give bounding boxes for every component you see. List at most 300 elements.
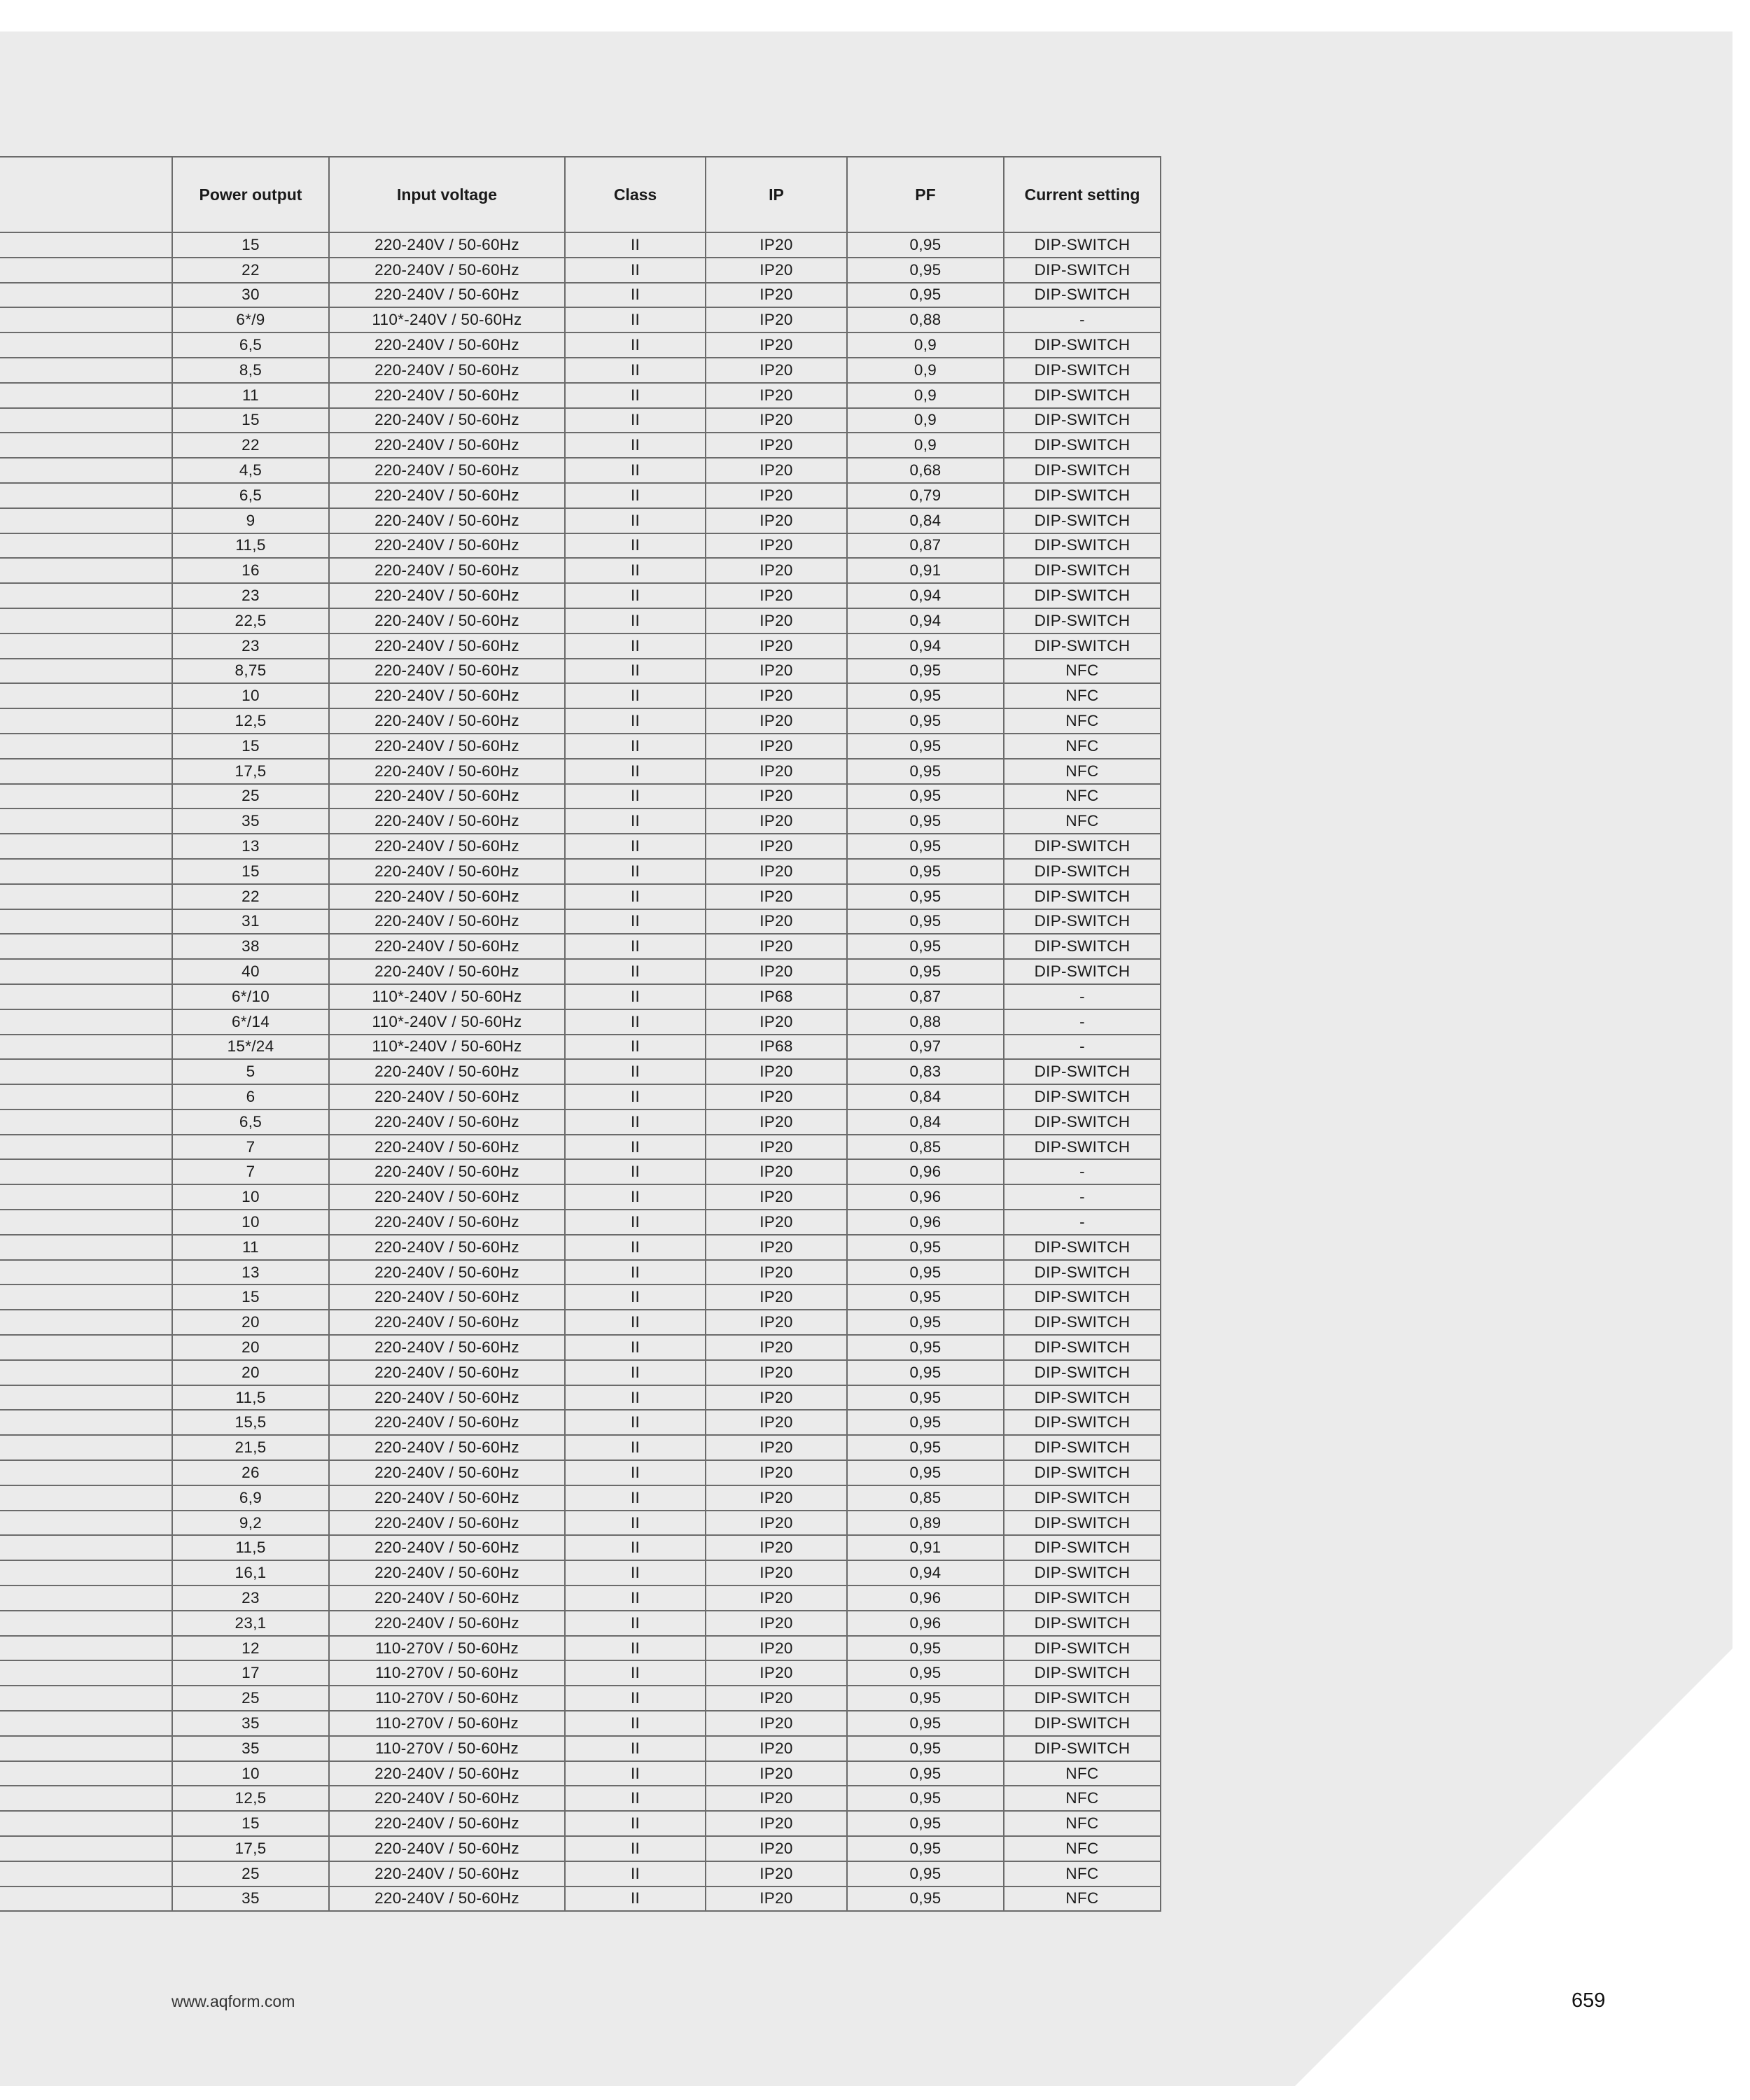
current-setting-cell: DIP-SWITCH (1004, 859, 1161, 884)
power-output-cell: 15 (172, 859, 329, 884)
current-setting-cell: DIP-SWITCH (1004, 1460, 1161, 1485)
current-setting-cell: NFC (1004, 1886, 1161, 1912)
product-name-cell (0, 1660, 172, 1686)
pf-cell: 0,9 (847, 408, 1004, 433)
product-name-cell (0, 433, 172, 458)
class-cell: II (565, 307, 706, 332)
input-voltage-cell: 110-270V / 50-60Hz (329, 1736, 565, 1761)
pf-cell: 0,95 (847, 1886, 1004, 1912)
table-row (0, 1435, 1161, 1460)
ip-cell: IP20 (706, 859, 847, 884)
current-setting-cell: DIP-SWITCH (1004, 583, 1161, 608)
ip-cell: IP20 (706, 909, 847, 934)
pf-cell: 0,87 (847, 984, 1004, 1009)
pf-cell: 0,95 (847, 734, 1004, 759)
table-body (0, 232, 1161, 1911)
pf-cell: 0,95 (847, 1385, 1004, 1410)
current-setting-cell: DIP-SWITCH (1004, 283, 1161, 308)
class-cell: II (565, 909, 706, 934)
power-output-cell: 22 (172, 884, 329, 909)
class-cell: II (565, 659, 706, 684)
table-row (0, 283, 1161, 308)
current-setting-cell: DIP-SWITCH (1004, 959, 1161, 984)
current-setting-cell: DIP-SWITCH (1004, 358, 1161, 383)
ip-cell: IP20 (706, 332, 847, 358)
class-cell: II (565, 283, 706, 308)
class-cell: II (565, 1836, 706, 1861)
class-cell: II (565, 683, 706, 708)
power-output-cell: 35 (172, 1736, 329, 1761)
input-voltage-cell: 110-270V / 50-60Hz (329, 1686, 565, 1711)
current-setting-cell: DIP-SWITCH (1004, 508, 1161, 533)
input-voltage-cell: 110*-240V / 50-60Hz (329, 307, 565, 332)
current-setting-cell: DIP-SWITCH (1004, 332, 1161, 358)
ip-cell: IP20 (706, 1836, 847, 1861)
table-row (0, 1836, 1161, 1861)
ip-cell: IP68 (706, 1035, 847, 1060)
input-voltage-cell: 220-240V / 50-60Hz (329, 258, 565, 283)
ip-cell: IP20 (706, 533, 847, 559)
current-setting-cell: DIP-SWITCH (1004, 232, 1161, 258)
table-row (0, 1886, 1161, 1912)
pf-cell: 0,95 (847, 1260, 1004, 1285)
pf-cell: 0,95 (847, 1310, 1004, 1335)
pf-cell: 0,9 (847, 332, 1004, 358)
pf-cell: 0,91 (847, 1535, 1004, 1560)
class-cell: II (565, 1786, 706, 1811)
class-cell: II (565, 1260, 706, 1285)
pf-cell: 0,95 (847, 1686, 1004, 1711)
product-name-cell (0, 558, 172, 583)
current-setting-cell: DIP-SWITCH (1004, 1235, 1161, 1260)
input-voltage-cell: 110-270V / 50-60Hz (329, 1660, 565, 1686)
pf-cell: 0,79 (847, 483, 1004, 508)
table-row (0, 1660, 1161, 1686)
power-output-cell: 35 (172, 1711, 329, 1736)
table-row (0, 934, 1161, 959)
pf-cell: 0,95 (847, 1460, 1004, 1485)
product-name-cell (0, 1284, 172, 1310)
ip-cell: IP20 (706, 1059, 847, 1084)
product-name-cell (0, 1786, 172, 1811)
product-name-cell (0, 1761, 172, 1786)
ip-cell: IP20 (706, 1535, 847, 1560)
pf-cell: 0,95 (847, 1335, 1004, 1360)
ip-cell: IP20 (706, 1184, 847, 1210)
current-setting-cell: DIP-SWITCH (1004, 483, 1161, 508)
table-row (0, 1611, 1161, 1636)
current-setting-cell: - (1004, 984, 1161, 1009)
table-row (0, 1385, 1161, 1410)
power-output-cell: 6,5 (172, 332, 329, 358)
ip-cell: IP20 (706, 1360, 847, 1385)
input-voltage-cell: 220-240V / 50-60Hz (329, 1410, 565, 1435)
ip-cell: IP20 (706, 383, 847, 408)
pf-cell: 0,88 (847, 1009, 1004, 1035)
class-cell: II (565, 1535, 706, 1560)
class-cell: II (565, 1059, 706, 1084)
product-name-cell (0, 1385, 172, 1410)
class-cell: II (565, 734, 706, 759)
product-name-cell (0, 759, 172, 784)
ip-cell: IP20 (706, 934, 847, 959)
current-setting-cell: DIP-SWITCH (1004, 383, 1161, 408)
power-output-cell: 11 (172, 383, 329, 408)
product-name-cell (0, 408, 172, 433)
input-voltage-cell: 220-240V / 50-60Hz (329, 583, 565, 608)
power-output-cell: 17 (172, 1660, 329, 1686)
class-cell: II (565, 232, 706, 258)
ip-cell: IP20 (706, 458, 847, 483)
current-setting-cell: DIP-SWITCH (1004, 1335, 1161, 1360)
pf-cell: 0,87 (847, 533, 1004, 559)
input-voltage-cell: 220-240V / 50-60Hz (329, 784, 565, 809)
product-name-cell (0, 1035, 172, 1060)
input-voltage-cell: 220-240V / 50-60Hz (329, 1385, 565, 1410)
table-row (0, 683, 1161, 708)
current-setting-cell: DIP-SWITCH (1004, 1084, 1161, 1110)
class-cell: II (565, 634, 706, 659)
power-output-cell: 9 (172, 508, 329, 533)
power-output-cell: 13 (172, 1260, 329, 1285)
power-output-cell: 15*/24 (172, 1035, 329, 1060)
power-output-cell: 22 (172, 433, 329, 458)
product-name-cell (0, 1861, 172, 1886)
class-cell: II (565, 1235, 706, 1260)
current-setting-cell: DIP-SWITCH (1004, 1560, 1161, 1586)
input-voltage-cell: 220-240V / 50-60Hz (329, 834, 565, 859)
ip-cell: IP20 (706, 634, 847, 659)
input-voltage-cell: 220-240V / 50-60Hz (329, 1611, 565, 1636)
input-voltage-cell: 220-240V / 50-60Hz (329, 1059, 565, 1084)
input-voltage-cell: 220-240V / 50-60Hz (329, 659, 565, 684)
product-name-cell (0, 1711, 172, 1736)
current-setting-cell: NFC (1004, 734, 1161, 759)
product-name-cell (0, 1184, 172, 1210)
product-name-cell (0, 934, 172, 959)
ip-cell: IP20 (706, 307, 847, 332)
input-voltage-cell: 220-240V / 50-60Hz (329, 1360, 565, 1385)
header-current-setting: Current setting (1004, 157, 1161, 232)
ip-cell: IP20 (706, 1335, 847, 1360)
product-name-cell (0, 583, 172, 608)
ip-cell: IP20 (706, 834, 847, 859)
table-row (0, 1410, 1161, 1435)
class-cell: II (565, 959, 706, 984)
ip-cell: IP20 (706, 1210, 847, 1235)
pf-cell: 0,97 (847, 1035, 1004, 1060)
input-voltage-cell: 220-240V / 50-60Hz (329, 483, 565, 508)
power-output-cell: 4,5 (172, 458, 329, 483)
ip-cell: IP20 (706, 483, 847, 508)
class-cell: II (565, 1110, 706, 1135)
ip-cell: IP20 (706, 558, 847, 583)
table-row (0, 984, 1161, 1009)
pf-cell: 0,95 (847, 1410, 1004, 1435)
pf-cell: 0,95 (847, 1736, 1004, 1761)
product-name-cell (0, 533, 172, 559)
pf-cell: 0,95 (847, 1761, 1004, 1786)
table-row (0, 1686, 1161, 1711)
pf-cell: 0,84 (847, 1110, 1004, 1135)
product-name-cell (0, 834, 172, 859)
table-row (0, 1736, 1161, 1761)
current-setting-cell: DIP-SWITCH (1004, 1135, 1161, 1160)
power-output-cell: 6*/10 (172, 984, 329, 1009)
ip-cell: IP20 (706, 283, 847, 308)
class-cell: II (565, 1084, 706, 1110)
ip-cell: IP20 (706, 1711, 847, 1736)
input-voltage-cell: 220-240V / 50-60Hz (329, 1084, 565, 1110)
input-voltage-cell: 220-240V / 50-60Hz (329, 909, 565, 934)
class-cell: II (565, 1560, 706, 1586)
ip-cell: IP20 (706, 1385, 847, 1410)
input-voltage-cell: 220-240V / 50-60Hz (329, 1235, 565, 1260)
ip-cell: IP20 (706, 583, 847, 608)
header-name (0, 157, 172, 232)
pf-cell: 0,95 (847, 258, 1004, 283)
current-setting-cell: DIP-SWITCH (1004, 408, 1161, 433)
pf-cell: 0,95 (847, 232, 1004, 258)
input-voltage-cell: 220-240V / 50-60Hz (329, 708, 565, 734)
ip-cell: IP20 (706, 1586, 847, 1611)
product-name-cell (0, 1535, 172, 1560)
ip-cell: IP20 (706, 1861, 847, 1886)
input-voltage-cell: 220-240V / 50-60Hz (329, 1135, 565, 1160)
ip-cell: IP20 (706, 1110, 847, 1135)
product-name-cell (0, 608, 172, 634)
current-setting-cell: DIP-SWITCH (1004, 1736, 1161, 1761)
class-cell: II (565, 408, 706, 433)
power-output-cell: 15 (172, 232, 329, 258)
class-cell: II (565, 1485, 706, 1511)
pf-cell: 0,95 (847, 1435, 1004, 1460)
product-name-cell (0, 1310, 172, 1335)
power-output-cell: 17,5 (172, 1836, 329, 1861)
class-cell: II (565, 533, 706, 559)
pf-cell: 0,95 (847, 659, 1004, 684)
current-setting-cell: NFC (1004, 808, 1161, 834)
input-voltage-cell: 220-240V / 50-60Hz (329, 1110, 565, 1135)
current-setting-cell: NFC (1004, 784, 1161, 809)
current-setting-cell: NFC (1004, 1861, 1161, 1886)
pf-cell: 0,95 (847, 784, 1004, 809)
table-row (0, 1586, 1161, 1611)
input-voltage-cell: 220-240V / 50-60Hz (329, 458, 565, 483)
power-output-cell: 7 (172, 1159, 329, 1184)
product-name-cell (0, 884, 172, 909)
pf-cell: 0,88 (847, 307, 1004, 332)
input-voltage-cell: 110-270V / 50-60Hz (329, 1711, 565, 1736)
ip-cell: IP20 (706, 1435, 847, 1460)
input-voltage-cell: 220-240V / 50-60Hz (329, 1210, 565, 1235)
class-cell: II (565, 1184, 706, 1210)
class-cell: II (565, 1435, 706, 1460)
class-cell: II (565, 1385, 706, 1410)
product-name-cell (0, 1260, 172, 1285)
ip-cell: IP20 (706, 408, 847, 433)
class-cell: II (565, 1861, 706, 1886)
table-row (0, 232, 1161, 258)
power-output-cell: 10 (172, 1184, 329, 1210)
power-output-cell: 6,9 (172, 1485, 329, 1511)
table-row (0, 1711, 1161, 1736)
product-name-cell (0, 1736, 172, 1761)
input-voltage-cell: 220-240V / 50-60Hz (329, 1761, 565, 1786)
power-output-cell: 13 (172, 834, 329, 859)
table-row (0, 1636, 1161, 1661)
ip-cell: IP20 (706, 784, 847, 809)
current-setting-cell: DIP-SWITCH (1004, 458, 1161, 483)
ip-cell: IP20 (706, 808, 847, 834)
ip-cell: IP20 (706, 358, 847, 383)
input-voltage-cell: 220-240V / 50-60Hz (329, 934, 565, 959)
ip-cell: IP20 (706, 1260, 847, 1285)
power-output-cell: 5 (172, 1059, 329, 1084)
product-name-cell (0, 1235, 172, 1260)
current-setting-cell: DIP-SWITCH (1004, 1511, 1161, 1536)
power-output-cell: 12,5 (172, 1786, 329, 1811)
current-setting-cell: DIP-SWITCH (1004, 1611, 1161, 1636)
ip-cell: IP20 (706, 1786, 847, 1811)
power-output-cell: 23,1 (172, 1611, 329, 1636)
table-row (0, 1184, 1161, 1210)
input-voltage-cell: 110*-240V / 50-60Hz (329, 1035, 565, 1060)
power-output-cell: 16,1 (172, 1560, 329, 1586)
product-name-cell (0, 1836, 172, 1861)
product-name-cell (0, 1636, 172, 1661)
pf-cell: 0,95 (847, 708, 1004, 734)
input-voltage-cell: 220-240V / 50-60Hz (329, 1435, 565, 1460)
current-setting-cell: DIP-SWITCH (1004, 834, 1161, 859)
class-cell: II (565, 433, 706, 458)
class-cell: II (565, 1210, 706, 1235)
current-setting-cell: - (1004, 1159, 1161, 1184)
table-row (0, 1135, 1161, 1160)
class-cell: II (565, 1611, 706, 1636)
power-output-cell: 7 (172, 1135, 329, 1160)
current-setting-cell: DIP-SWITCH (1004, 1059, 1161, 1084)
power-output-cell: 16 (172, 558, 329, 583)
power-output-cell: 25 (172, 1861, 329, 1886)
ip-cell: IP20 (706, 1460, 847, 1485)
input-voltage-cell: 110*-240V / 50-60Hz (329, 984, 565, 1009)
class-cell: II (565, 1686, 706, 1711)
ip-cell: IP20 (706, 1235, 847, 1260)
class-cell: II (565, 834, 706, 859)
product-name-cell (0, 1135, 172, 1160)
class-cell: II (565, 1761, 706, 1786)
power-output-cell: 38 (172, 934, 329, 959)
product-name-cell (0, 1110, 172, 1135)
current-setting-cell: DIP-SWITCH (1004, 1260, 1161, 1285)
current-setting-cell: DIP-SWITCH (1004, 1110, 1161, 1135)
ip-cell: IP20 (706, 659, 847, 684)
input-voltage-cell: 110*-240V / 50-60Hz (329, 1009, 565, 1035)
product-name-cell (0, 1586, 172, 1611)
input-voltage-cell: 110-270V / 50-60Hz (329, 1636, 565, 1661)
product-name-cell (0, 1686, 172, 1711)
ip-cell: IP20 (706, 708, 847, 734)
class-cell: II (565, 759, 706, 784)
input-voltage-cell: 220-240V / 50-60Hz (329, 1485, 565, 1511)
product-name-cell (0, 458, 172, 483)
class-cell: II (565, 884, 706, 909)
table-row (0, 884, 1161, 909)
table-row (0, 784, 1161, 809)
product-name-cell (0, 859, 172, 884)
product-name-cell (0, 984, 172, 1009)
product-name-cell (0, 1084, 172, 1110)
pf-cell: 0,85 (847, 1485, 1004, 1511)
pf-cell: 0,94 (847, 634, 1004, 659)
power-output-cell: 22,5 (172, 608, 329, 634)
current-setting-cell: DIP-SWITCH (1004, 1485, 1161, 1511)
current-setting-cell: DIP-SWITCH (1004, 608, 1161, 634)
header-power-output: Power output (172, 157, 329, 232)
product-name-cell (0, 1410, 172, 1435)
input-voltage-cell: 220-240V / 50-60Hz (329, 1184, 565, 1210)
product-name-cell (0, 1511, 172, 1536)
table-row (0, 1284, 1161, 1310)
ip-cell: IP20 (706, 232, 847, 258)
input-voltage-cell: 220-240V / 50-60Hz (329, 232, 565, 258)
pf-cell: 0,95 (847, 909, 1004, 934)
input-voltage-cell: 220-240V / 50-60Hz (329, 884, 565, 909)
table-row (0, 959, 1161, 984)
table-row (0, 834, 1161, 859)
current-setting-cell: NFC (1004, 659, 1161, 684)
product-name-cell (0, 909, 172, 934)
table-header-row (0, 157, 1161, 232)
class-cell: II (565, 1460, 706, 1485)
pf-cell: 0,89 (847, 1511, 1004, 1536)
table-row (0, 408, 1161, 433)
power-output-cell: 30 (172, 283, 329, 308)
input-voltage-cell: 220-240V / 50-60Hz (329, 1159, 565, 1184)
table-row (0, 358, 1161, 383)
table-row (0, 1059, 1161, 1084)
ip-cell: IP20 (706, 1310, 847, 1335)
footer-url[interactable]: www.aqform.com (172, 1992, 295, 2010)
pf-cell: 0,95 (847, 283, 1004, 308)
class-cell: II (565, 1310, 706, 1335)
current-setting-cell: NFC (1004, 683, 1161, 708)
product-name-cell (0, 1059, 172, 1084)
table-row (0, 708, 1161, 734)
table-row (0, 332, 1161, 358)
ip-cell: IP20 (706, 1886, 847, 1912)
class-cell: II (565, 1135, 706, 1160)
table-row (0, 1084, 1161, 1110)
power-output-cell: 6*/9 (172, 307, 329, 332)
product-name-cell (0, 1560, 172, 1586)
class-cell: II (565, 934, 706, 959)
current-setting-cell: NFC (1004, 1761, 1161, 1786)
table-row (0, 1360, 1161, 1385)
table-row (0, 1485, 1161, 1511)
table-row (0, 1761, 1161, 1786)
ip-cell: IP20 (706, 508, 847, 533)
input-voltage-cell: 220-240V / 50-60Hz (329, 959, 565, 984)
class-cell: II (565, 508, 706, 533)
power-output-cell: 40 (172, 959, 329, 984)
power-output-cell: 15 (172, 734, 329, 759)
class-cell: II (565, 1284, 706, 1310)
class-cell: II (565, 358, 706, 383)
input-voltage-cell: 220-240V / 50-60Hz (329, 1786, 565, 1811)
class-cell: II (565, 483, 706, 508)
